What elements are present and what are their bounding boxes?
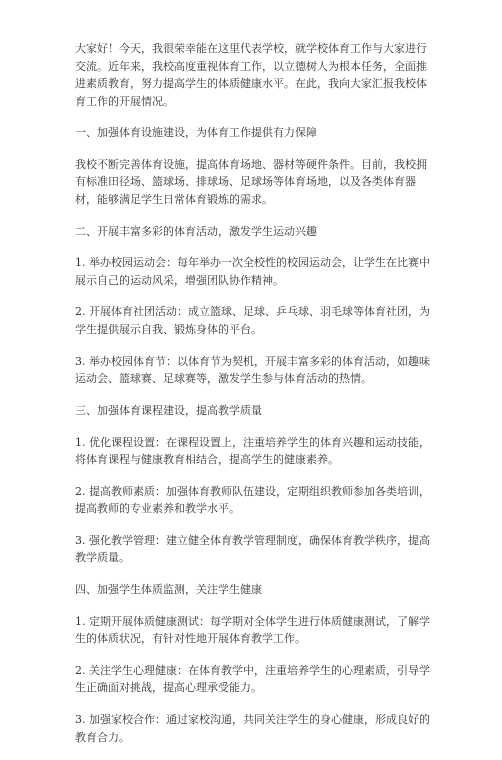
section-heading-4: 四、加强学生体质监测，关注学生健康: [75, 583, 262, 597]
section-4-item-3: 3. 加强家校合作：通过家校沟通，共同关注学生的身心健康，形成良好的教育合力。: [75, 713, 430, 744]
section-1-paragraph: 我校不断完善体育设施，提高体育场地、器材等硬件条件。目前，我校拥有标准田径场、篮球场、排球场、足球场等体育场地，以及各类体育器材，能够满足学生日常体育锻炼的需求。: [75, 157, 427, 206]
intro-paragraph: 大家好！今天，我很荣幸能在这里代表学校，就学校体育工作与大家进行交流。近年来，我校高度重视体育工作，以立德树人为根本任务，全面推进素质教育，努力提高学生的体质健康水平。在此，我向大家汇报我校体育工作的开展情况。: [75, 42, 427, 108]
section-heading-1: 一、加强体育设施建设，为体育工作提供有力保障: [75, 126, 317, 140]
section-2-item-3: 3. 举办校园体育节：以体育节为契机，开展丰富多彩的体育活动，如趣味运动会、篮球赛、足球赛等，激发学生参与体育活动的热情。: [75, 354, 430, 386]
section-4-item-2: 2. 关注学生心理健康：在体育教学中，注重培养学生的心理素质，引导学生正确面对挑战，提高心理承受能力。: [75, 663, 430, 695]
section-3-item-1: 1. 优化课程设置：在课程设置上，注重培养学生的体育兴趣和运动技能，将体育课程与健康教育相结合，提高学生的健康素养。: [75, 435, 430, 466]
section-3-item-2: 2. 提高教师素质：加强体育教师队伍建设，定期组织教师参加各类培训，提高教师的专业素养和教学水平。: [75, 484, 430, 516]
section-4-item-1: 1. 定期开展体质健康测试：每学期对全体学生进行体质健康测试，了解学生的体质状况，有针对性地开展体育教学工作。: [75, 614, 430, 646]
section-2-item-1: 1. 举办校园运动会：每年举办一次全校性的校园运动会，让学生在比赛中展示自己的运动风采，增强团队协作精神。: [75, 256, 430, 287]
section-3-item-3: 3. 强化教学管理：建立健全体育教学管理制度，确保体育教学秩序，提高教学质量。: [75, 533, 430, 565]
section-heading-3: 三、加强体育课程建设，提高教学质量: [75, 403, 262, 417]
section-heading-2: 二、开展丰富多彩的体育活动，激发学生运动兴趣: [75, 224, 317, 238]
section-2-item-2: 2. 开展体育社团活动：成立篮球、足球、乒乓球、羽毛球等体育社团，为学生提供展示自我、锻炼身体的平台。: [75, 305, 430, 336]
document-body: [75, 40, 435, 760]
